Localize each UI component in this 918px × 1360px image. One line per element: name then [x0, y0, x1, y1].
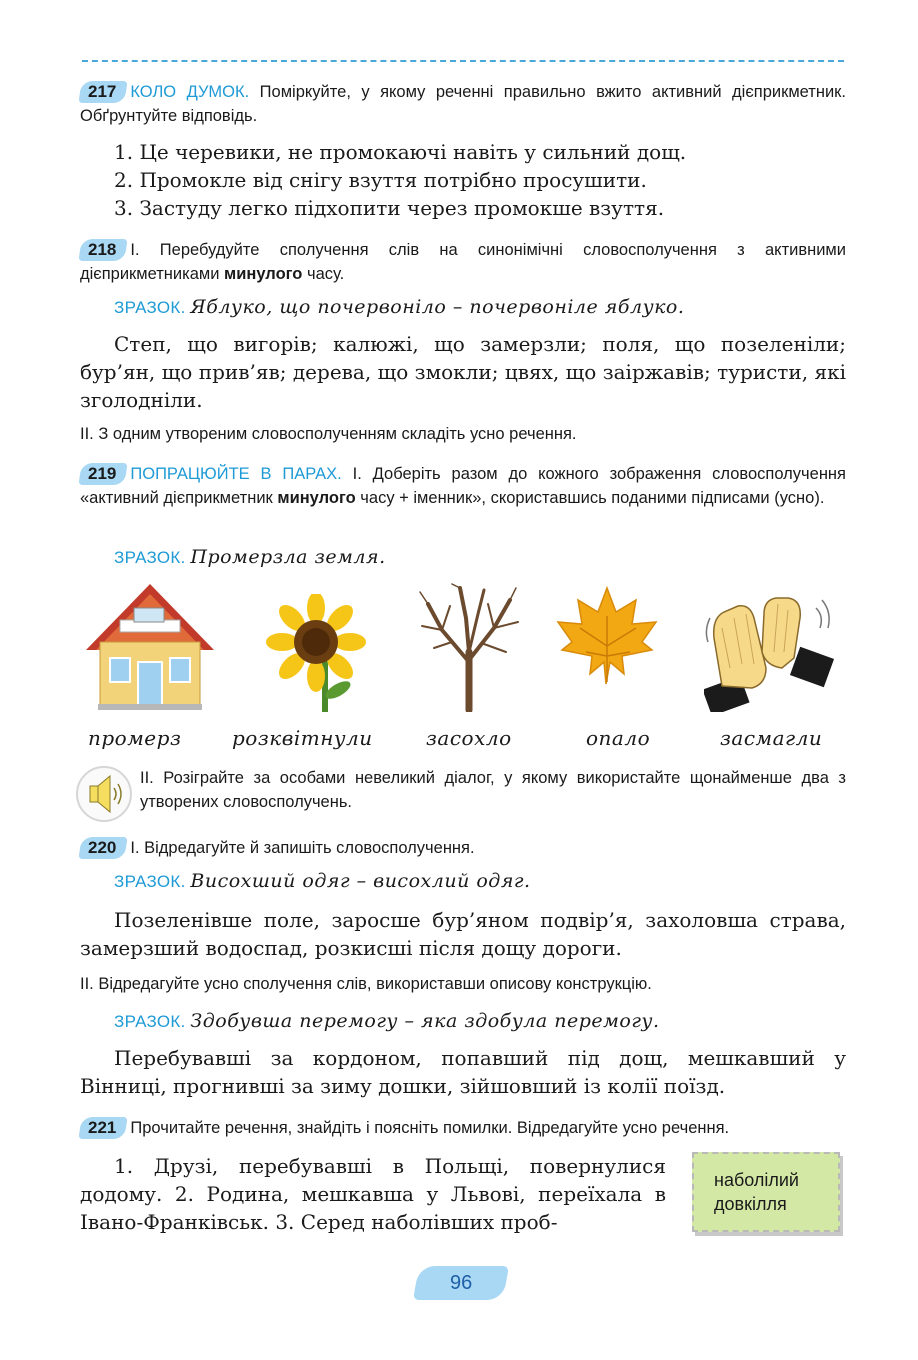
example	[114, 546, 880, 568]
sentence-list	[114, 138, 844, 222]
exercise-text: Позеленівше поле, заросше бур’яном подвір’я, захоловша страва, замерзший водоспад, розкисші після дощу дороги.	[80, 908, 846, 960]
image-caption: засохло	[426, 726, 512, 750]
example-text: Промерзла земля.	[190, 546, 386, 568]
task-instruction: Поміркуйте, у якому реченні правильно вжито активний дієприкметник. Обґрунтуйте відповідь.	[80, 83, 846, 125]
list-item: 3. Застуду легко підхопити через промокше взуття.	[114, 196, 665, 220]
top-divider	[82, 60, 844, 62]
example-label: ЗРАЗОК.	[114, 872, 186, 891]
maple-leaf-image	[556, 586, 658, 686]
task-219	[80, 462, 846, 510]
task-instruction: Прочитайте речення, знайдіть і поясніть помилки. Відредагуйте усно речення.	[130, 1119, 730, 1137]
task-instruction: І. Доберіть разом до кожного зображення словосполучення «активний дієприкметник	[80, 465, 846, 507]
vocabulary-note	[692, 1152, 840, 1232]
example	[114, 870, 880, 892]
task-instruction-end: часу.	[302, 265, 345, 283]
list-item: 1. Це черевики, не промокаючі навіть у сильний дощ.	[114, 140, 687, 164]
task-instruction: І. Перебудуйте сполучення слів на синонімічні словосполучення з активними дієприкметниками	[80, 241, 846, 283]
example-text: Здобувша перемогу – яка здобула перемогу.	[190, 1010, 660, 1032]
task-217	[80, 80, 846, 128]
task-number-badge: 218	[78, 239, 127, 261]
exercise-text: Перебувавші за кордоном, попавший під дощ, мешкавший у Вінниці, прогнивші за зиму дошки, зійшовший із колії поїзд.	[80, 1046, 846, 1098]
example	[114, 296, 880, 318]
task-number-badge: 221	[78, 1117, 127, 1139]
example-text: Яблуко, що почервоніло – почервоніле яблуко.	[190, 296, 685, 318]
list-item: 2. Промокле від снігу взуття потрібно просушити.	[114, 168, 647, 192]
image-caption: промерз	[88, 726, 182, 750]
speaker-icon[interactable]	[76, 766, 132, 822]
example-label: ЗРАЗОК.	[114, 548, 186, 567]
task-heading: КОЛО ДУМОК.	[130, 83, 250, 101]
example-label: ЗРАЗОК.	[114, 298, 186, 317]
task-number-badge: 220	[78, 837, 127, 859]
example-text: Висохший одяг – висохлий одяг.	[190, 870, 531, 892]
example-label: ЗРАЗОК.	[114, 1012, 186, 1031]
bare-tree-image	[414, 582, 524, 712]
exercise-text: Степ, що вигорів; калюжі, що замерзли; поля, що позеленіли; бур’ян, що прив’яв; дерева, що змокли; цвях, що заіржавів; туристи, які зголодніли.	[80, 332, 846, 412]
bold-word: минулого	[224, 265, 303, 283]
example	[114, 1010, 880, 1032]
task-number-badge: 217	[78, 81, 127, 103]
image-caption: опало	[586, 726, 651, 750]
task-221	[80, 1116, 846, 1140]
task-instruction: І. Відредагуйте й запишіть словосполучення.	[130, 839, 475, 857]
task-heading: ПОПРАЦЮЙТЕ В ПАРАХ.	[130, 465, 342, 483]
task-part-2: ІІ. Розіграйте за особами невеликий діалог, у якому використайте щонайменше два з утворених словосполучень.	[140, 769, 846, 811]
task-220	[80, 836, 846, 860]
task-instruction-end: часу + іменник», скориставшись поданими підписами (усно).	[355, 489, 825, 507]
image-caption: засмагли	[720, 726, 823, 750]
note-word: довкілля	[714, 1194, 787, 1214]
sunflower-image	[264, 594, 370, 712]
clapping-hands-image	[704, 588, 836, 712]
house-image	[84, 580, 216, 710]
task-218	[80, 238, 846, 286]
note-word: наболілий	[714, 1170, 799, 1190]
exercise-text: 1. Друзі, перебувавші в Польщі, повернулися додому. 2. Родина, мешкавша у Львові, переїхала в Івано-Франківськ. 3. Серед наболівших проб-	[80, 1154, 666, 1234]
image-row	[80, 580, 846, 715]
task-part-2: ІІ. Відредагуйте усно сполучення слів, використавши описову конструкцію.	[80, 975, 652, 993]
task-number-badge: 219	[78, 463, 127, 485]
page-number: 96	[413, 1266, 509, 1300]
task-part-2: ІІ. З одним утвореним словосполученням складіть усно речення.	[80, 425, 577, 443]
image-caption: розквітнули	[232, 726, 373, 750]
bold-word: минулого	[277, 489, 356, 507]
